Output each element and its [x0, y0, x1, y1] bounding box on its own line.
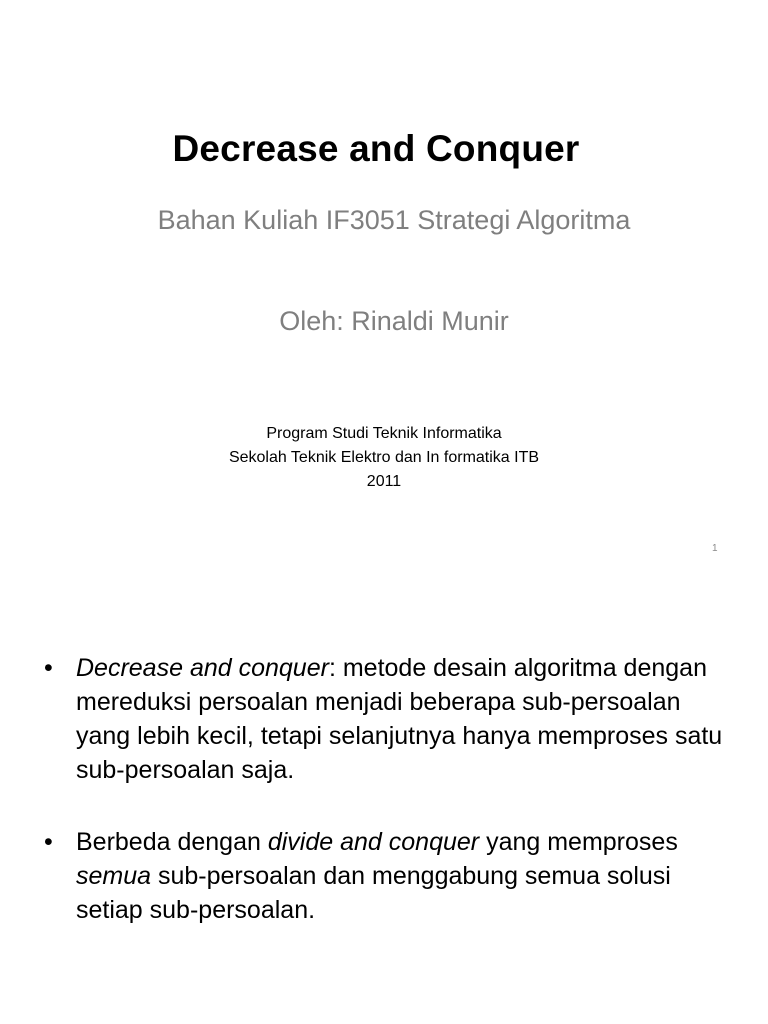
course-subtitle: Bahan Kuliah IF3051 Strategi Algoritma [157, 205, 631, 235]
comparison-text-part1: Berbeda dengan [76, 828, 268, 856]
institution-year: 2011 [366, 473, 402, 490]
bullet-item-definition [44, 651, 724, 787]
bullet-item-comparison [44, 825, 724, 927]
institution-program: Program Studi Teknik Informatika [266, 425, 502, 442]
bullet-list [44, 651, 724, 965]
comparison-text-part3: sub-persoalan dan menggabung semua solusi setiap sub-persoalan. [76, 862, 671, 924]
page-number: 1 [712, 543, 718, 554]
content-slide [0, 575, 768, 1024]
institution-school: Sekolah Teknik Elektro dan In formatika ITB [228, 449, 540, 466]
institution-block [0, 422, 768, 494]
term-semua: semua [76, 862, 152, 890]
definition-text: : metode desain algoritma dengan mereduksi persoalan menjadi beberapa sub-persoalan yang lebih kecil, tetapi selanjutnya hanya memproses satu sub-persoalan saja. [76, 654, 723, 784]
author-subtitle: Oleh: Rinaldi Munir [279, 306, 509, 336]
bullet-dot-icon: • [44, 654, 53, 682]
slide-title: Decrease and Conquer [172, 128, 580, 169]
bullet-dot-icon: • [44, 828, 53, 856]
term-decrease-and-conquer: Decrease and conquer [76, 654, 329, 682]
term-divide-and-conquer: divide and conquer [267, 828, 480, 856]
comparison-text-part2: yang memproses [479, 828, 678, 856]
